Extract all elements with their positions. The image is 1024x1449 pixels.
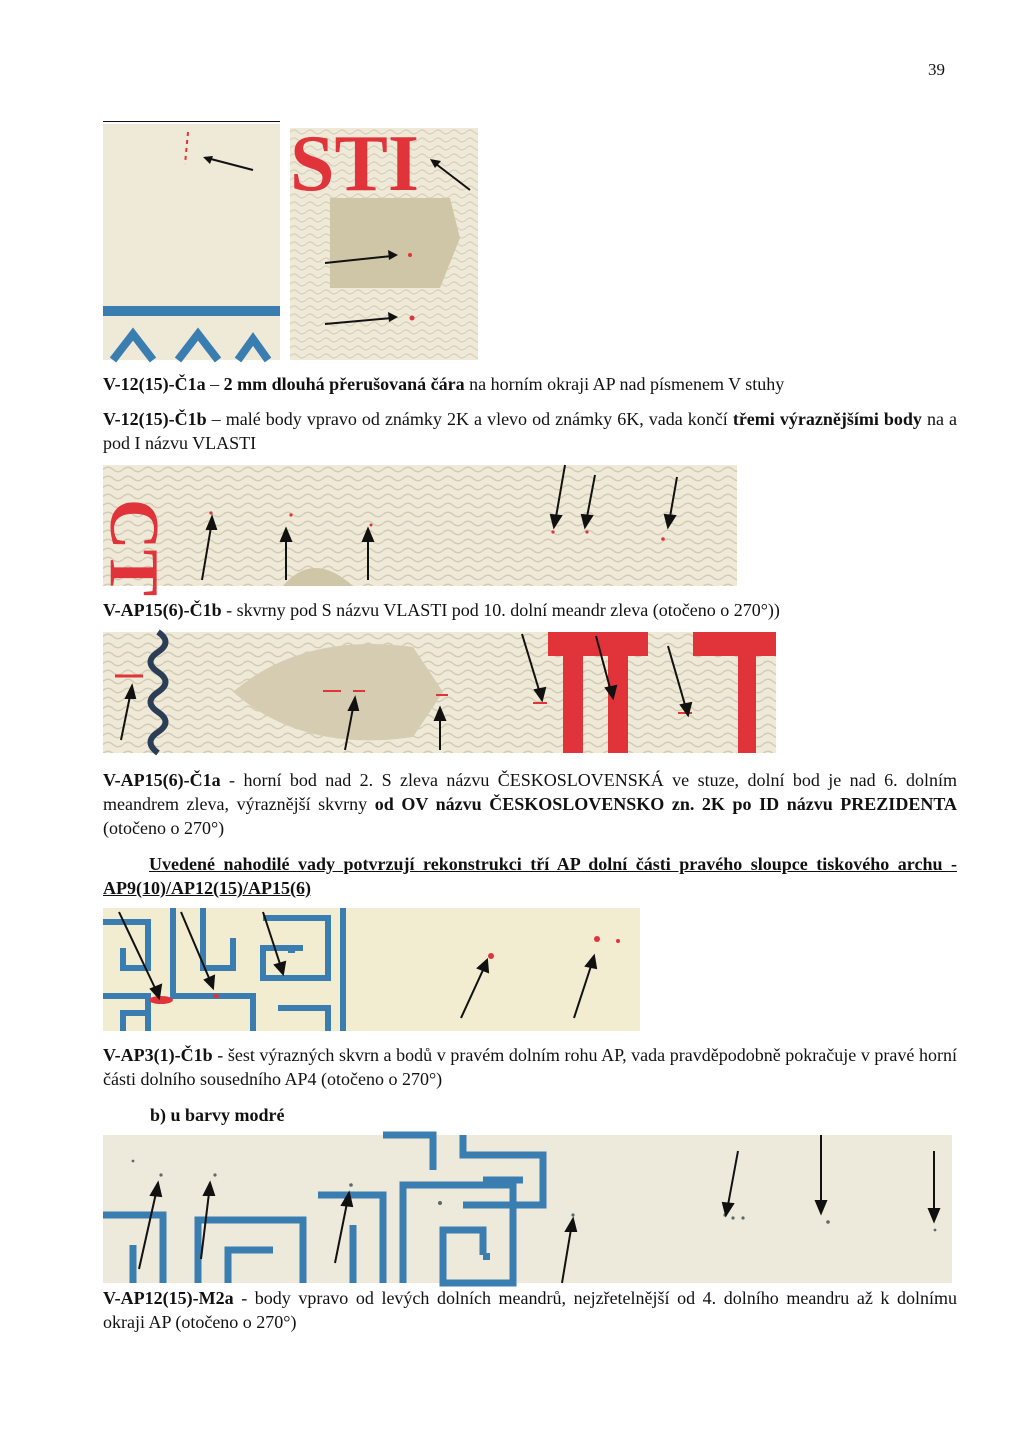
caption-5 [103,852,957,900]
caption-4-bold: od OV názvu ČESKOSLOVENSKO zn. 2K po ID názvu PREZIDENTA [374,794,957,814]
photo-top-right [290,120,478,360]
caption-6-text: - šest výrazných skvrn a bodů v pravém dolním rohu AP, vada pravděpodobně pokračuje v pravé horní části dolního sousedního AP4 (otočeno o 270°) [103,1045,957,1089]
page-number: 39 [928,60,945,79]
caption-8-text: - body vpravo od levých dolních meandrů, nejzřetelnější od 4. dolního meandru až k dolnímu okraji AP (otočeno o 270°) [103,1288,957,1332]
caption-2 [103,407,957,455]
sti-glyphs: STI [290,120,419,208]
caption-4-rest: (otočeno o 270°) [103,818,225,838]
caption-6-code: V-AP3(1)-Č1b [103,1045,213,1065]
caption-2-code: V-12(15)-Č1b [103,409,207,429]
caption-2-rest: na a pod I názvu VLASTI [103,409,957,453]
caption-6 [103,1043,957,1091]
caption-8-code: V-AP12(15)-M2a [103,1288,234,1308]
section-heading-text: b) u barvy modré [150,1105,285,1125]
caption-2-text: – malé body vpravo od známky 2K a vlevo od známky 6K, vada končí [206,409,733,429]
caption-1 [103,372,957,396]
photo-strip-1 [95,465,737,597]
caption-3-text: - skvrny pod S názvu VLASTI pod 10. dolní meandr zleva (otočeno o 270°)) [221,600,780,620]
caption-1-text: na horním okraji AP nad písmenem V stuhy [464,374,785,394]
photo-top-left [103,124,280,360]
caption-4-code: V-AP15(6)-Č1a [103,770,221,790]
caption-4-text: - horní bod nad 2. S zleva názvu ČESKOSLOVENSKÁ ve stuze, dolní bod je nad 6. dolním meandrem zleva, výraznější skvrny [103,770,957,814]
section-heading [150,1103,850,1127]
caption-3 [103,598,957,622]
photo-strip-3 [103,908,640,1031]
caption-2-bold: třemi výraznějšími body [732,409,922,429]
strip1-glyphs: CT [95,499,172,597]
caption-1-bold: 2 mm dlouhá přerušovaná čára [223,374,465,394]
caption-5-underlined: Uvedené nahodilé vady potvrzují rekonstrukci tří AP dolní části pravého sloupce tiskového archu - AP9(10)/AP12(15)/AP15(6) [103,854,957,898]
caption-3-code: V-AP15(6)-Č1b [103,600,222,620]
caption-4 [103,768,957,840]
footnote-rule [103,121,280,122]
caption-1-sep: – [205,374,224,394]
photo-strip-4 [103,1135,952,1283]
photo-strip-2 [103,632,776,753]
caption-8 [103,1286,957,1334]
caption-1-code: V-12(15)-Č1a [103,374,206,394]
